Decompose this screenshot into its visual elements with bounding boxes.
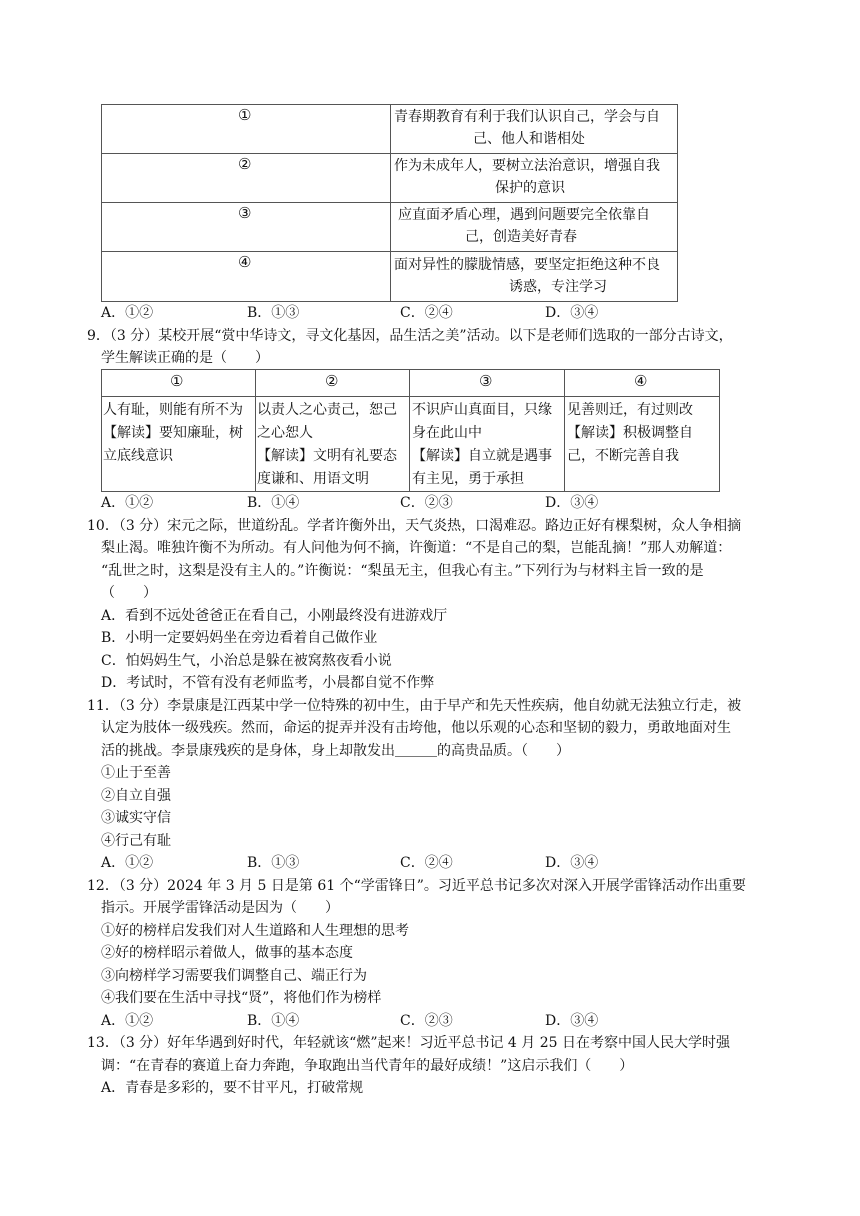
q9-cell-text: 己，不断完善自我: [567, 448, 679, 464]
q9-cell-text: 【解读】积极调整自: [567, 425, 693, 441]
q11-item: ①止于至善: [101, 765, 171, 781]
q10-option-d[interactable]: D．考试时，不管有没有老师监考，小晨都自觉不作弊: [101, 675, 435, 691]
q11-stem-line: 活的挑战。李景康残疾的是身体，身上却散发出＿＿＿的高贵品质。（ ）: [101, 743, 570, 759]
q10-option-c[interactable]: C．怕妈妈生气，小治总是躲在被窝熬夜看小说: [101, 653, 392, 669]
q13-option-a[interactable]: A．青春是多彩的，要不甘平凡，打破常规: [101, 1080, 364, 1096]
q12-option-a[interactable]: A．①②: [101, 1013, 154, 1029]
q12-option-b[interactable]: B．①④: [247, 1013, 300, 1029]
q8-row-text: 应直面矛盾心理，遇到问题要完全依靠自: [398, 207, 650, 223]
q8-row-text: 诱惑，专注学习: [509, 279, 607, 295]
q10-stem-line: “乱世之时，这梨是没有主人的。”许衡说：“梨虽无主，但我心有主。”下列行为与材料主旨一致的是: [101, 563, 704, 579]
q9-cell-text: 【解读】自立就是遇事: [412, 448, 552, 464]
q9-stem-line: 学生解读正确的是（ ）: [101, 350, 269, 366]
q12-stem-line: 12．（3 分）2024 年 3 月 5 日是第 61 个“学雷锋日”。习近平总书记多次对深入开展学雷锋活动作出重要: [87, 878, 746, 894]
q12-item: ④我们要在生活中寻找“贤”，将他们作为榜样: [101, 990, 382, 1006]
q9-cell-text: 不识庐山真面目，只缘: [412, 402, 552, 418]
q9-header: ②: [325, 372, 339, 390]
q9-cell-text: 之心恕人: [257, 425, 313, 441]
q11-stem-line: 认定为肢体一级残疾。然而，命运的捉弄并没有击垮他，他以乐观的心态和坚韧的毅力，勇敢地面对生: [101, 720, 731, 736]
q9-header: ④: [634, 372, 648, 390]
q10-stem-line: 梨止渴。唯独许衡不为所动。有人问他为何不摘，许衡道：“不是自己的梨，岂能乱摘！”那人劝解道：: [101, 540, 732, 556]
q8-row-number: ①: [238, 106, 252, 124]
q11-stem-line: 11．（3 分）李景康是江西某中学一位特殊的初中生，由于早产和先天性疾病，他自幼就无法独立行走，被: [87, 698, 742, 714]
q8-row-text: 青春期教育有利于我们认识自己，学会与自: [394, 109, 660, 125]
q8-row-number: ④: [238, 253, 252, 271]
q12-item: ③向榜样学习需要我们调整自己、端正行为: [101, 968, 367, 984]
q9-option-b[interactable]: B．①④: [247, 495, 300, 511]
q12-stem-line: 指示。开展学雷锋活动是因为（ ）: [101, 900, 339, 916]
q13-stem-line: 调：“在青春的赛道上奋力奔跑，争取跑出当代青年的最好成绩！”这启示我们（ ）: [101, 1058, 634, 1074]
q9-cell-text: 见善则迁，有过则改: [567, 402, 693, 418]
q9-cell-text: 立底线意识: [103, 448, 173, 464]
q9-header: ①: [170, 372, 184, 390]
q12-item: ①好的榜样启发我们对人生道路和人生理想的思考: [101, 923, 409, 939]
q12-item: ②好的榜样昭示着做人，做事的基本态度: [101, 945, 353, 961]
q10-option-b[interactable]: B．小明一定要妈妈坐在旁边看着自己做作业: [101, 630, 378, 646]
q11-item: ④行己有耻: [101, 833, 171, 849]
q9-option-a[interactable]: A．①②: [101, 495, 154, 511]
q8-option-b[interactable]: B．①③: [247, 305, 300, 321]
q8-row-text: 面对异性的朦胧情感，要坚定拒绝这种不良: [394, 257, 660, 273]
q8-row-text: 己，创造美好青春: [465, 229, 577, 245]
q9-cell-text: 度谦和、用语文明: [257, 471, 369, 487]
q11-option-d[interactable]: D．③④: [545, 855, 599, 871]
q12-option-c[interactable]: C．②③: [400, 1013, 453, 1029]
q11-item: ③诚实守信: [101, 810, 171, 826]
q8-row-text: 保护的意识: [495, 180, 565, 196]
q9-cell-text: 人有耻，则能有所不为: [103, 402, 243, 418]
q10-stem-line: 10．（3 分）宋元之际，世道纷乱。学者许衡外出，天气炎热，口渴难忍。路边正好有棵梨树，众人争相摘: [87, 518, 742, 534]
q9-cell-text: 有主见，勇于承担: [412, 471, 524, 487]
q12-option-d[interactable]: D．③④: [545, 1013, 599, 1029]
q11-option-c[interactable]: C．②④: [400, 855, 453, 871]
q8-option-d[interactable]: D．③④: [545, 305, 599, 321]
q10-stem-line: （ ）: [101, 585, 157, 601]
q9-option-c[interactable]: C．②③: [400, 495, 453, 511]
q13-stem-line: 13．（3 分）好年华遇到好时代，年轻就该“燃”起来！习近平总书记 4 月 25 日在考察中国人民大学时强: [87, 1035, 731, 1051]
q8-row-number: ③: [238, 204, 252, 222]
q9-cell-text: 以责人之心责己，恕己: [257, 402, 397, 418]
q9-cell-text: 【解读】文明有礼要态: [257, 448, 397, 464]
q9-header: ③: [479, 372, 493, 390]
q10-option-a[interactable]: A．看到不远处爸爸正在看自己，小刚最终没有进游戏厅: [101, 608, 448, 624]
q11-option-a[interactable]: A．①②: [101, 855, 154, 871]
q8-row-number: ②: [238, 155, 252, 173]
q9-cell-text: 【解读】要知廉耻，树: [103, 425, 243, 441]
q9-cell-text: 身在此山中: [412, 425, 482, 441]
q8-option-a[interactable]: A．①②: [101, 305, 154, 321]
q11-option-b[interactable]: B．①③: [247, 855, 300, 871]
q8-row-text: 作为未成年人，要树立法治意识，增强自我: [394, 158, 660, 174]
q9-option-d[interactable]: D．③④: [545, 495, 599, 511]
q11-item: ②自立自强: [101, 788, 171, 804]
q9-stem-line: 9．（3 分）某校开展“赏中华诗文，寻文化基因，品生活之美”活动。以下是老师们选取的一部分古诗文，: [87, 328, 733, 344]
q8-option-c[interactable]: C．②④: [400, 305, 453, 321]
q8-row-text: 己、他人和谐相处: [473, 131, 585, 147]
